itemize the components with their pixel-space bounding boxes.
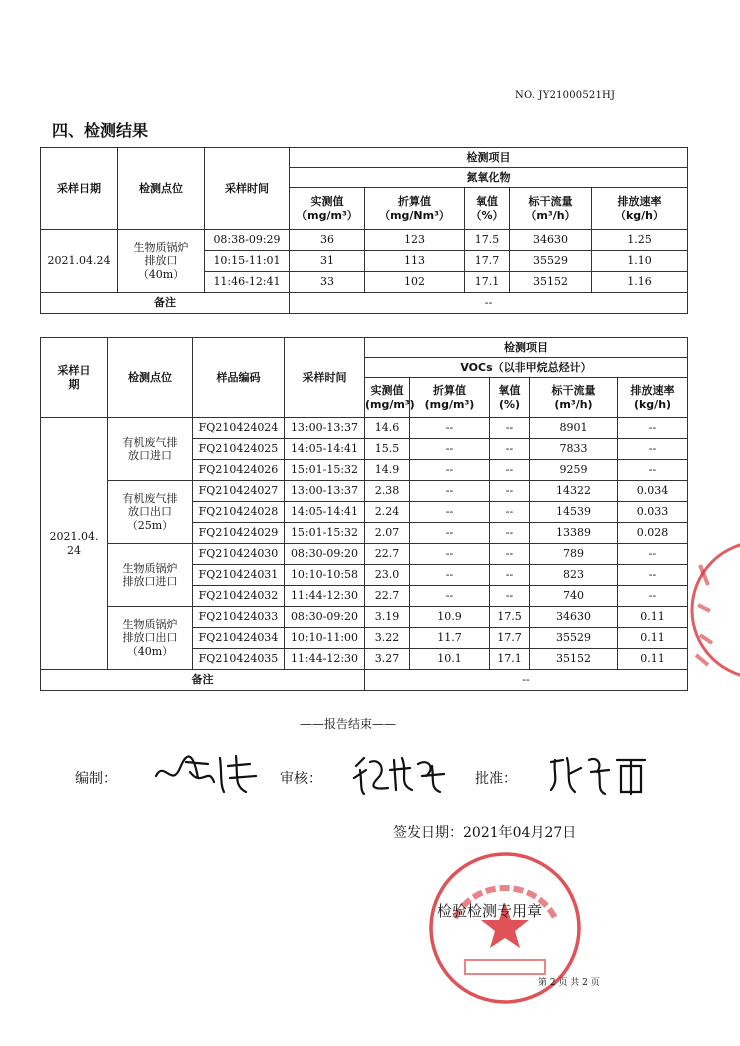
cell-rate: 1.10 <box>592 251 688 272</box>
remark-row <box>41 670 688 691</box>
cell-flow: 13389 <box>530 523 618 544</box>
cell-rate: -- <box>618 439 688 460</box>
approver-signature <box>545 750 655 798</box>
cell-sample: FQ210424028 <box>193 502 285 523</box>
vocs-results-table <box>40 337 688 691</box>
cell-converted: -- <box>410 586 490 607</box>
cell-flow: 35529 <box>530 628 618 649</box>
cell-measured: 2.24 <box>365 502 410 523</box>
header-sampling-time: 采样时间 <box>205 148 290 230</box>
subheader-flow: 标干流量 (m³/h) <box>530 378 618 418</box>
remark-value: -- <box>365 670 688 691</box>
cell-measured: 15.5 <box>365 439 410 460</box>
cell-point: 生物质锅炉 排放口进口 <box>108 544 193 607</box>
subheader-oxygen: 氧值 (%) <box>490 378 530 418</box>
header-pollutant: 氮氧化物 <box>290 168 688 188</box>
remark-row <box>41 293 688 314</box>
cell-sample: FQ210424027 <box>193 481 285 502</box>
cell-measured: 2.38 <box>365 481 410 502</box>
cell-sample: FQ210424030 <box>193 544 285 565</box>
cell-measured: 3.19 <box>365 607 410 628</box>
stamp-text: 检验检测专用章 <box>437 902 543 920</box>
cell-time: 10:15-11:01 <box>205 251 290 272</box>
header-sampling-date: 采样日 期 <box>41 338 108 418</box>
cell-converted: 10.1 <box>410 649 490 670</box>
cell-time: 15:01-15:32 <box>285 523 365 544</box>
cell-oxygen: -- <box>490 460 530 481</box>
cell-measured: 3.27 <box>365 649 410 670</box>
cell-converted: -- <box>410 565 490 586</box>
cell-oxygen: 17.1 <box>465 272 510 293</box>
cell-oxygen: -- <box>490 502 530 523</box>
issue-date: 签发日期：2021年04月27日 <box>393 825 577 841</box>
cell-rate: -- <box>618 544 688 565</box>
cell-measured: 36 <box>290 230 365 251</box>
header-detection-point: 检测点位 <box>108 338 193 418</box>
remark-value: -- <box>290 293 688 314</box>
cell-sample: FQ210424024 <box>193 418 285 439</box>
header-sample-code: 样品编码 <box>193 338 285 418</box>
page-footer: 第 2 页 共 2 页 <box>538 978 600 988</box>
cell-flow: 8901 <box>530 418 618 439</box>
cell-converted: -- <box>410 523 490 544</box>
cell-time: 10:10-10:58 <box>285 565 365 586</box>
cell-measured: 31 <box>290 251 365 272</box>
cell-measured: 2.07 <box>365 523 410 544</box>
subheader-rate: 排放速率 (kg/h) <box>618 378 688 418</box>
cell-time: 08:30-09:20 <box>285 607 365 628</box>
subheader-rate: 排放速率 （kg/h） <box>592 188 688 230</box>
report-number: NO. JY21000521HJ <box>515 90 616 101</box>
cell-converted: -- <box>410 439 490 460</box>
cell-sample: FQ210424031 <box>193 565 285 586</box>
cell-converted: 11.7 <box>410 628 490 649</box>
cell-oxygen: -- <box>490 565 530 586</box>
header-sampling-time: 采样时间 <box>285 338 365 418</box>
cell-converted: 113 <box>365 251 465 272</box>
cell-rate: -- <box>618 460 688 481</box>
cell-rate: 0.11 <box>618 649 688 670</box>
cell-time: 08:30-09:20 <box>285 544 365 565</box>
cell-flow: 34630 <box>530 607 618 628</box>
cell-date: 2021.04. 24 <box>41 418 108 670</box>
cell-measured: 14.6 <box>365 418 410 439</box>
cell-time: 14:05-14:41 <box>285 439 365 460</box>
cell-rate: -- <box>618 418 688 439</box>
cell-oxygen: -- <box>490 523 530 544</box>
subheader-flow: 标干流量 （m³/h） <box>510 188 592 230</box>
cell-measured: 22.7 <box>365 586 410 607</box>
cell-flow: 740 <box>530 586 618 607</box>
cell-measured: 33 <box>290 272 365 293</box>
cell-sample: FQ210424025 <box>193 439 285 460</box>
partial-seal-icon <box>690 525 740 695</box>
cell-oxygen: -- <box>490 481 530 502</box>
cell-sample: FQ210424035 <box>193 649 285 670</box>
reviewer-label: 审核： <box>280 771 322 787</box>
cell-flow: 7833 <box>530 439 618 460</box>
cell-time: 15:01-15:32 <box>285 460 365 481</box>
cell-flow: 35529 <box>510 251 592 272</box>
cell-flow: 789 <box>530 544 618 565</box>
table-row <box>41 418 688 439</box>
subheader-converted: 折算值 (mg/m³) <box>410 378 490 418</box>
table-row <box>41 544 688 565</box>
header-detection-point: 检测点位 <box>118 148 205 230</box>
cell-oxygen: -- <box>490 439 530 460</box>
header-detection-items: 检测项目 <box>365 338 688 358</box>
cell-time: 14:05-14:41 <box>285 502 365 523</box>
cell-rate: 0.11 <box>618 607 688 628</box>
cell-time: 11:44-12:30 <box>285 649 365 670</box>
cell-rate: 1.16 <box>592 272 688 293</box>
nox-results-table <box>40 147 688 314</box>
cell-oxygen: -- <box>490 544 530 565</box>
cell-date: 2021.04.24 <box>41 230 118 293</box>
cell-converted: -- <box>410 544 490 565</box>
cell-measured: 23.0 <box>365 565 410 586</box>
cell-measured: 3.22 <box>365 628 410 649</box>
table-row <box>41 481 688 502</box>
cell-rate: -- <box>618 565 688 586</box>
cell-point: 生物质锅炉 排放口 （40m） <box>118 230 205 293</box>
cell-converted: -- <box>410 460 490 481</box>
cell-oxygen: 17.5 <box>490 607 530 628</box>
report-end-line: ——报告结束—— <box>300 717 397 731</box>
cell-converted: 123 <box>365 230 465 251</box>
reviewer-signature <box>350 748 455 798</box>
cell-flow: 35152 <box>530 649 618 670</box>
editor-signature <box>150 748 265 798</box>
subheader-measured: 实测值 (mg/m³) <box>365 378 410 418</box>
cell-rate: 0.033 <box>618 502 688 523</box>
remark-label: 备注 <box>41 670 365 691</box>
cell-flow: 34630 <box>510 230 592 251</box>
cell-time: 13:00-13:37 <box>285 481 365 502</box>
cell-rate: -- <box>618 586 688 607</box>
cell-converted: -- <box>410 481 490 502</box>
remark-label: 备注 <box>41 293 290 314</box>
subheader-converted: 折算值 （mg/Nm³） <box>365 188 465 230</box>
cell-measured: 22.7 <box>365 544 410 565</box>
cell-oxygen: -- <box>490 418 530 439</box>
cell-rate: 0.028 <box>618 523 688 544</box>
cell-flow: 9259 <box>530 460 618 481</box>
cell-converted: -- <box>410 502 490 523</box>
section-title: 四、检测结果 <box>52 121 149 140</box>
header-pollutant: VOCs（以非甲烷总烃计） <box>365 358 688 378</box>
header-sampling-date: 采样日期 <box>41 148 118 230</box>
cell-time: 08:38-09:29 <box>205 230 290 251</box>
cell-sample: FQ210424034 <box>193 628 285 649</box>
cell-time: 10:10-11:00 <box>285 628 365 649</box>
table-row <box>41 607 688 628</box>
cell-point: 生物质锅炉 排放口出口 （40m） <box>108 607 193 670</box>
cell-time: 11:46-12:41 <box>205 272 290 293</box>
cell-sample: FQ210424032 <box>193 586 285 607</box>
cell-flow: 823 <box>530 565 618 586</box>
cell-flow: 35152 <box>510 272 592 293</box>
cell-oxygen: 17.7 <box>465 251 510 272</box>
editor-label: 编制： <box>75 771 117 787</box>
cell-point: 有机废气排 放口出口 （25m） <box>108 481 193 544</box>
header-detection-items: 检测项目 <box>290 148 688 168</box>
cell-rate: 0.034 <box>618 481 688 502</box>
cell-sample: FQ210424026 <box>193 460 285 481</box>
cell-converted: 102 <box>365 272 465 293</box>
table-row <box>41 230 688 251</box>
cell-time: 13:00-13:37 <box>285 418 365 439</box>
cell-sample: FQ210424033 <box>193 607 285 628</box>
cell-measured: 14.9 <box>365 460 410 481</box>
approver-label: 批准： <box>475 771 517 787</box>
cell-time: 11:44-12:30 <box>285 586 365 607</box>
cell-sample: FQ210424029 <box>193 523 285 544</box>
cell-rate: 0.11 <box>618 628 688 649</box>
cell-oxygen: 17.1 <box>490 649 530 670</box>
cell-flow: 14322 <box>530 481 618 502</box>
cell-oxygen: 17.7 <box>490 628 530 649</box>
cell-point: 有机废气排 放口进口 <box>108 418 193 481</box>
cell-oxygen: -- <box>490 586 530 607</box>
subheader-measured: 实测值 （mg/m³） <box>290 188 365 230</box>
cell-oxygen: 17.5 <box>465 230 510 251</box>
subheader-oxygen: 氧值 （%） <box>465 188 510 230</box>
cell-rate: 1.25 <box>592 230 688 251</box>
cell-converted: 10.9 <box>410 607 490 628</box>
cell-converted: -- <box>410 418 490 439</box>
cell-flow: 14539 <box>530 502 618 523</box>
